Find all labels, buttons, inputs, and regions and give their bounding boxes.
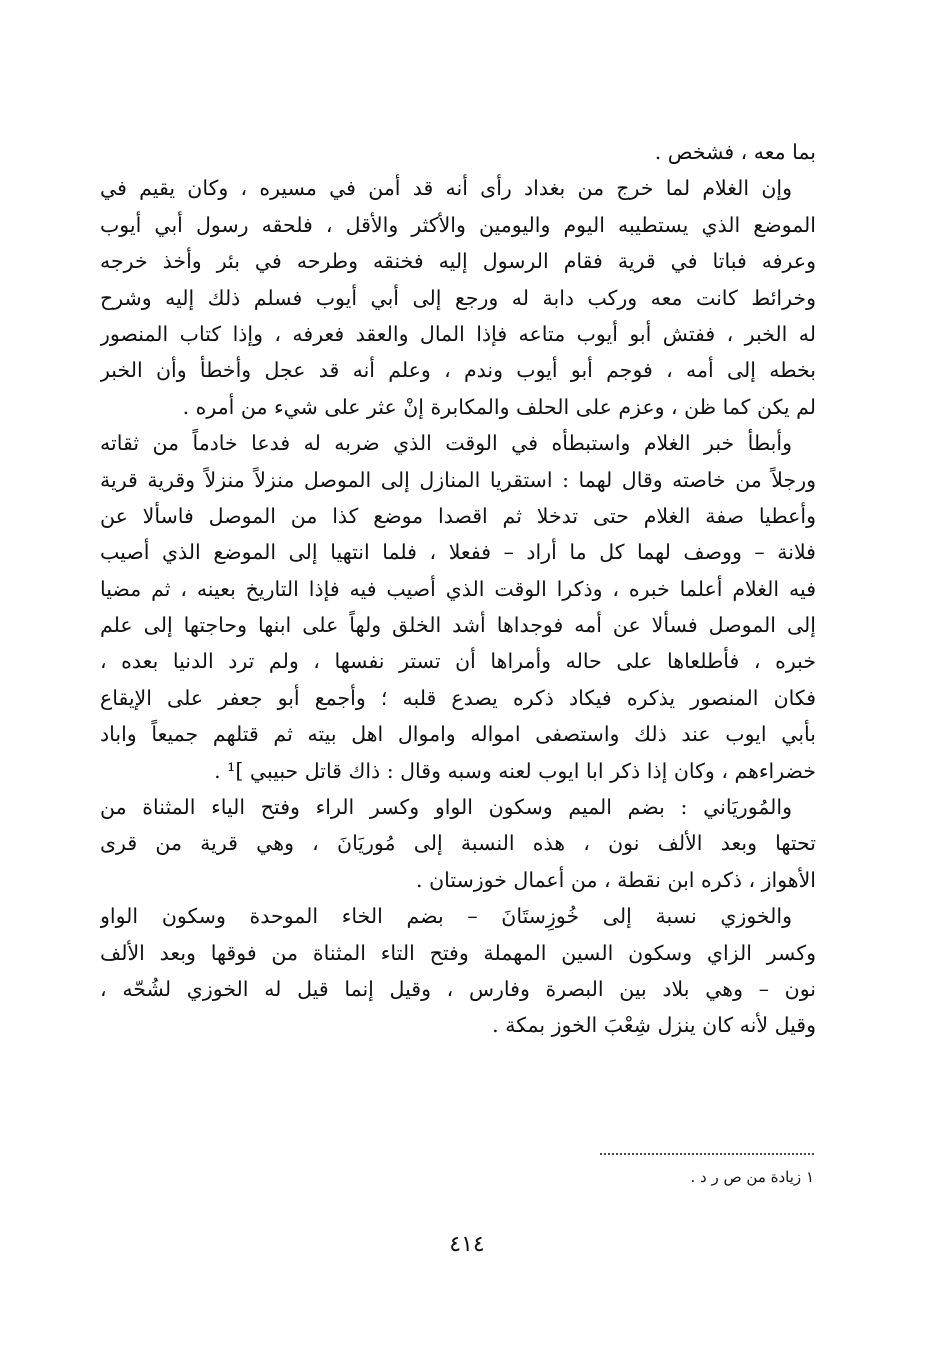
footnote: ١ زيادة من ص ر د . xyxy=(690,1168,814,1186)
body-text xyxy=(100,134,816,1044)
text-line: خضراءهم ، وكان إذا ذكر ابا ايوب لعنه وسبه وقال : ذاك قاتل حبيبي ]¹ . xyxy=(214,758,816,783)
footnote-divider xyxy=(600,1153,814,1155)
text-line: وخرائط كانت معه وركب دابة له ورجع إلى أبي أيوب فسلم ذلك إليه وشرح xyxy=(100,285,816,310)
text-line: لم يكن كما ظن ، وعزم على الحلف والمكابرة إنْ عثر على شيء من أمره . xyxy=(182,394,816,419)
text-line: ورجلاً من خاصته وقال لهما : استقريا المنازل إلى الموصل منزلاً منزلاً وقرية قرية xyxy=(100,467,816,492)
page-number: ٤١٤ xyxy=(449,1232,485,1257)
text-line: فيه الغلام أعلما خبره ، وذكرا الوقت الذي أصيب فيه فإذا التاريخ بعينه ، ثم مضيا xyxy=(100,576,816,601)
text-line: نون – وهي بلاد بين البصرة وفارس ، وقيل إنما قيل له الخوزي لشُحّه ، xyxy=(100,976,816,1001)
text-line: والخوزي نسبة إلى خُوزِستَانَ – بضم الخاء الموحدة وسكون الواو xyxy=(100,904,792,929)
text-line: وكسر الزاي وسكون السين المهملة وفتح التاء المثناة من فوقها وبعد الألف xyxy=(100,940,816,965)
text-line: فلانة – ووصف لهما كل ما أراد – ففعلا ، فلما انتهيا إلى الموضع الذي أصيب xyxy=(100,540,816,565)
text-line: تحتها وبعد الألف نون ، هذه النسبة إلى مُوريَانَ ، وهي قرية من قرى xyxy=(100,831,816,856)
text-line: وإن الغلام لما خرج من بغداد رأى أنه قد أمن في مسيره ، وكان يقيم في xyxy=(100,176,792,201)
text-line: وعرفه فباتا في قرية فقام الرسول إليه فخنقه وطرحه في بئر وأخذ خرجه xyxy=(100,249,816,274)
text-line: خبره ، فأطلعاها على حاله وأمراها أن تستر نفسها ، ولم ترد الدنيا بعده ، xyxy=(100,649,816,674)
text-line: فكان المنصور يذكره فيكاد ذكره يصدع قلبه ؛ وأجمع أبو جعفر على الإيقاع xyxy=(100,685,816,710)
text-line: بخطه إلى أمه ، فوجم أبو أيوب وندم ، وعلم أنه قد عجل وأخطأ وأن الخبر xyxy=(100,358,816,383)
text-line: بما معه ، فشخص . xyxy=(654,140,816,164)
text-line: والمُوريَاني : بضم الميم وسكون الواو وكسر الراء وفتح الياء المثناة من xyxy=(100,795,792,820)
text-line: له الخبر ، ففتش أبو أيوب متاعه فإذا المال والعقد فعرفه ، وإذا كتاب المنصور xyxy=(100,321,816,346)
text-line: الموضع الذي يستطيبه اليوم واليومين والأكثر والأقل ، فلحقه رسول أبي أيوب xyxy=(100,212,816,237)
text-line: إلى الموصل فسألا عن أمه فوجداها أشد الخلق ولهاً على ابنها وحاجتها إلى علم xyxy=(100,613,816,638)
text-line: الأهواز ، ذكره ابن نقطة ، من أعمال خوزستان . xyxy=(416,867,816,892)
text-line: بأبي ايوب عند ذلك واستصفى امواله واموال اهل بيته ثم قتلهم جميعاً واباد xyxy=(100,722,816,747)
text-line: وأعطيا صفة الغلام حتى تدخلا ثم اقصدا موضع كذا من الموصل فاسألا عن xyxy=(100,503,816,528)
text-line: وأبطأ خبر الغلام واستبطأه في الوقت الذي ضربه له فدعا خادماً من ثقاته xyxy=(100,431,792,456)
text-line: وقيل لأنه كان ينزل شِعْبَ الخوز بمكة . xyxy=(492,1013,816,1038)
